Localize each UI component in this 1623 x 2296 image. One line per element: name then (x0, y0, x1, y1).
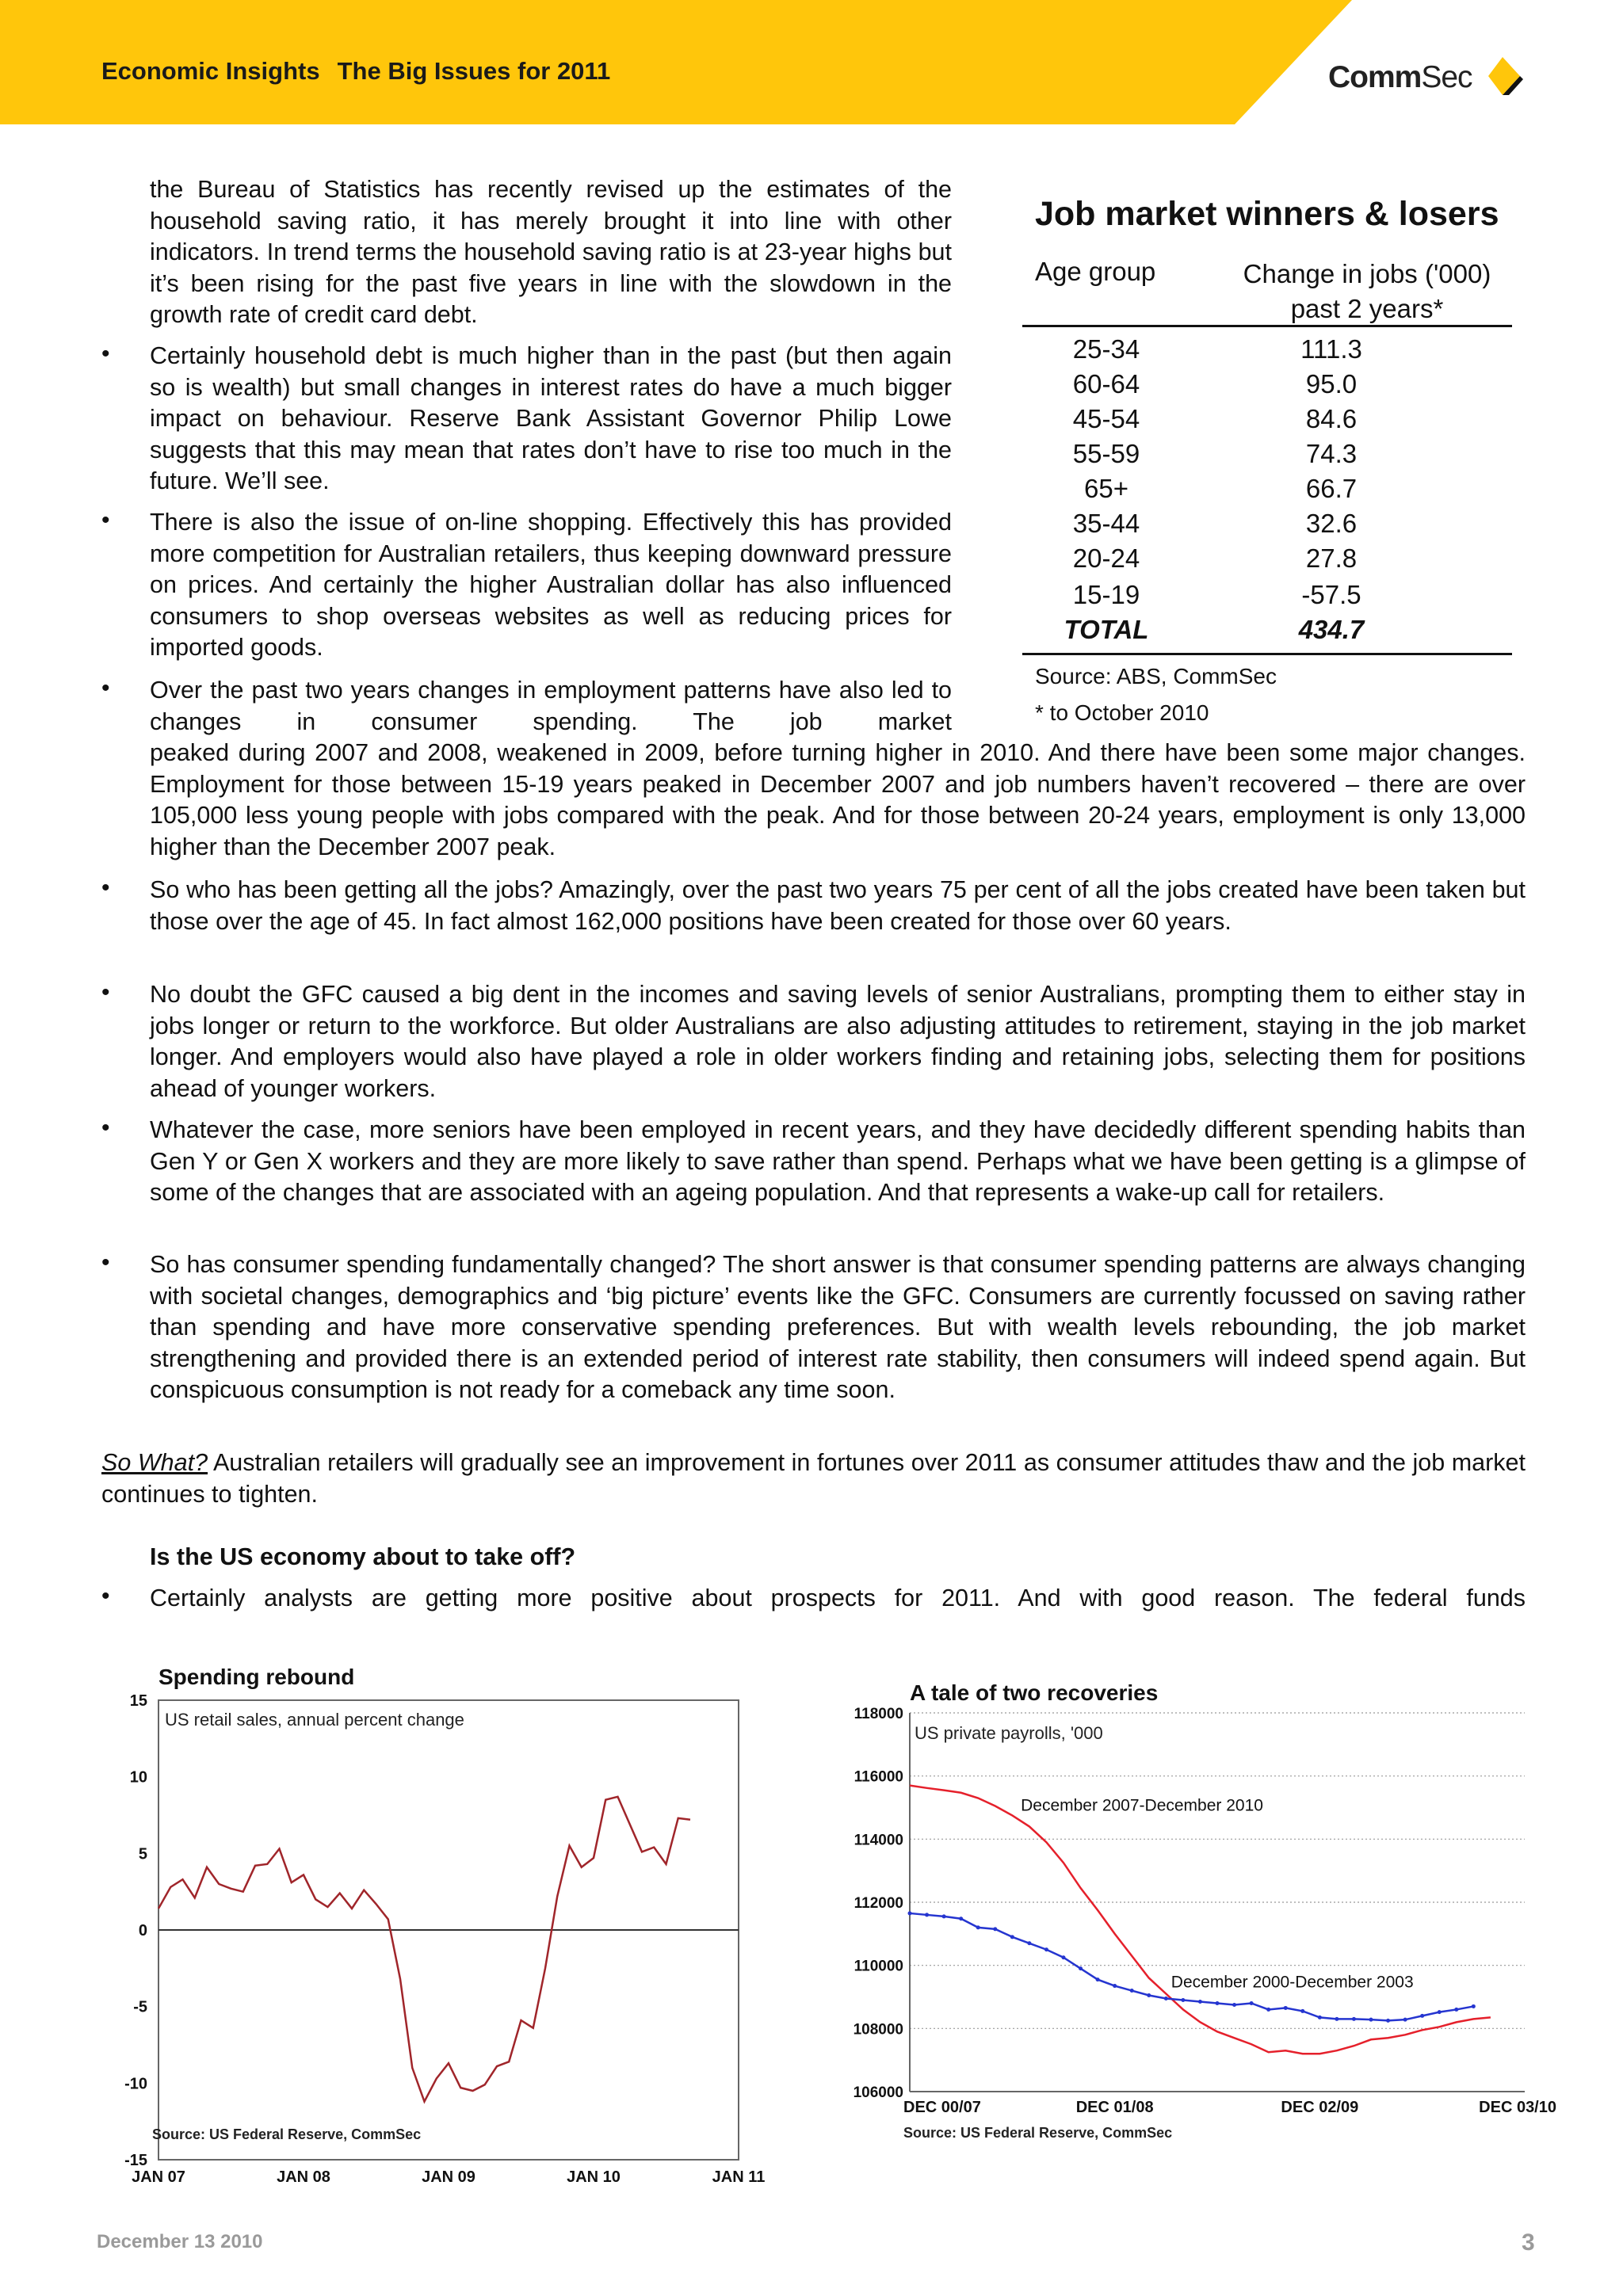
bullet-spending-changed: So has consumer spending fundamentally changed? The short answer is that consumer spending patterns are always changing with societal changes, demographics and ‘big picture’ events like the GFC. Consumers are currently focussed on saving rather than spending and have more conservative spending preferences. But with wealth levels rebounding, the job market strengthening and provided there is an extended period of interest rate stability, then consumers will indeed spend again. But conspicuous consumption is not ready for a comeback any time soon. (150, 1251, 1526, 1404)
chart2-series-point (1027, 1941, 1031, 1945)
chart1-x-tick: JAN 08 (277, 2168, 330, 2186)
chart1-y-tick: 5 (138, 1845, 147, 1863)
table-cell-age: 35-44 (1072, 509, 1140, 538)
bullet-online-shopping: There is also the issue of on-line shopping. Effectively this has provided more competition for Australian retailers, thus keeping downward pressure on prices. And certainly the higher Australian dollar has also influenced consumers to shop overseas websites as well as reducing prices for imported goods. (150, 509, 952, 662)
chart2-series-point (1096, 1978, 1100, 1981)
chart2-series-point (1266, 2008, 1270, 2012)
table-cell-change: 27.8 (1305, 543, 1358, 573)
table-source: Source: ABS, CommSec (1035, 664, 1277, 688)
chart1-y-tick: -15 (124, 2152, 147, 2169)
bullet-us-analysts: Certainly analysts are getting more positive about prospects for 2011. And with good reason. The federal funds (150, 1585, 1526, 1611)
bullet-dot: • (101, 979, 110, 1005)
chart2-series-point (1079, 1966, 1083, 1970)
table-total-label: TOTAL (1064, 615, 1149, 644)
chart2-series-point (1232, 2003, 1236, 2007)
chart1-y-tick: -5 (133, 1998, 147, 2016)
chart2-y-tick: 110000 (854, 1958, 903, 1975)
chart1-source: Source: US Federal Reserve, CommSec (152, 2126, 422, 2142)
table-total-value: 434.7 (1298, 615, 1365, 644)
two-recoveries-chart (832, 1672, 1556, 2147)
chart2-y-tick: 112000 (854, 1895, 903, 1912)
bullet-household-debt: Certainly household debt is much higher than in the past (but then again so is wealth) but small changes in interest rates do have a much bigger impact on behaviour. Reserve Bank Assistant Governor Philip Lowe suggests that this may mean that rates don’t have to rise too much in the future. We’ll see. (150, 342, 952, 495)
table-cell-age: 20-24 (1072, 543, 1140, 573)
chart2-series-point (1198, 2000, 1202, 2004)
chart2-x-tick: DEC 00/07 (903, 2099, 981, 2116)
table-cell-age: 60-64 (1072, 369, 1140, 399)
chart2-series-point (908, 1911, 912, 1915)
table-row (1022, 334, 1512, 369)
table-row (1022, 404, 1512, 439)
table-row (1022, 474, 1512, 509)
bullet-dot: • (101, 675, 110, 701)
chart2-series-point (942, 1914, 946, 1918)
table-cell-change: 66.7 (1305, 474, 1358, 503)
bullet-employment-rest: peaked during 2007 and 2008, weakened in 2009, before turning higher in 2010. And there have been some major changes. Employment for those between 15-19 years peaked in December 2007 and job numbers haven’t recovered – there are over 105,000 less young people with jobs compared with the peak. And for those between 20-24 years, employment is only 13,000 higher than the December 2007 peak. (150, 739, 1526, 860)
logo-diamond-icon (1488, 57, 1523, 95)
chart2-series-line (910, 1786, 1491, 2054)
table-footer-rule (1022, 653, 1512, 655)
bullet-dot: • (101, 507, 110, 533)
chart1-x-tick: JAN 10 (567, 2168, 621, 2186)
table-col-change-line2: past 2 years* (1290, 294, 1444, 323)
bullet-dot: • (101, 1583, 110, 1609)
bullet-dot: • (101, 1249, 110, 1276)
chart2-series-point (1352, 2017, 1356, 2021)
chart2-x-tick: DEC 01/08 (1075, 2099, 1154, 2116)
table-cell-age: 15-19 (1072, 580, 1140, 609)
table-row (1022, 580, 1512, 615)
table-cell-age: 65+ (1084, 474, 1128, 503)
table-header-rule (1022, 325, 1512, 327)
chart1-y-tick: -10 (124, 2075, 147, 2093)
chart1-y-tick: 0 (138, 1922, 147, 1939)
footer-date: December 13 2010 (97, 2231, 263, 2252)
chart2-y-tick: 118000 (854, 1706, 903, 1722)
chart2-y-tick: 108000 (853, 2021, 903, 2039)
page-header (0, 0, 1623, 124)
bullet-gfc-dent: No doubt the GFC caused a big dent in the incomes and saving levels of senior Australians, prompting them to either stay in jobs longer or return to the workforce. But older Australians are also adjusting attitudes to retirement, staying in the job market longer. And employers would also have played a role in older workers finding and retaining jobs, selecting them for positions ahead of younger workers. (150, 981, 1526, 1102)
page-number: 3 (1522, 2229, 1535, 2256)
chart2-series-point (1113, 1984, 1117, 1988)
chart2-title: A tale of two recoveries (910, 1680, 1159, 1705)
bullet-seniors: Whatever the case, more seniors have been employed in recent years, and they have decidedly different spending habits than Gen Y or Gen X workers and they are more likely to save rather than spend. Perhaps what we have been getting is a glimpse of some of the changes that are associated with an ageing population. And that represents a wake-up call for retailers. (150, 1116, 1526, 1207)
table-cell-change: 111.3 (1300, 334, 1362, 364)
table-cell-age: 45-54 (1072, 404, 1140, 433)
chart2-series-point (1130, 1989, 1134, 1993)
chart1-series-line (158, 1797, 690, 2102)
chart2-series-point (1062, 1955, 1066, 1959)
chart2-y-tick: 114000 (854, 1832, 903, 1849)
so-what-label: So What? (101, 1449, 208, 1476)
header-title (101, 57, 610, 86)
bullet-who-got-jobs: So who has been getting all the jobs? Amazingly, over the past two years 75 per cent of all the jobs created have been taken but those over the age of 45. In fact almost 162,000 positions have been created for those over 60 years. (150, 876, 1526, 935)
logo-bold: Comm (1328, 60, 1422, 94)
table-title: Job market winners & losers (1035, 195, 1499, 233)
chart2-series-point (1216, 2001, 1220, 2005)
logo-regular: Sec (1421, 60, 1472, 94)
chart2-series-point (1164, 1997, 1168, 2000)
table-col-change (1222, 257, 1512, 326)
chart2-y-tick: 106000 (853, 2084, 903, 2101)
so-what-text: Australian retailers will gradually see an improvement in fortunes over 2011 as consumer attitudes thaw and the job market continues to tighten. (101, 1449, 1526, 1508)
chart2-series-point (976, 1925, 980, 1929)
chart1-x-tick: JAN 07 (132, 2168, 185, 2186)
chart2-series-point (1010, 1935, 1014, 1939)
table-row (1022, 509, 1512, 543)
chart2-source: Source: US Federal Reserve, CommSec (903, 2125, 1173, 2141)
chart2-series-point (1318, 2016, 1322, 2019)
chart2-x-tick: DEC 02/09 (1281, 2099, 1359, 2116)
chart1-title: Spending rebound (158, 1665, 355, 1689)
chart2-series-label: December 2000-December 2003 (1170, 1973, 1414, 1992)
table-cell-change: 84.6 (1305, 404, 1358, 433)
table-col-age: Age group (1035, 257, 1156, 286)
table-cell-age: 25-34 (1072, 334, 1140, 364)
commsec-logo (1328, 60, 1472, 95)
table-cell-change: 95.0 (1305, 369, 1358, 399)
chart1-x-tick: JAN 09 (422, 2168, 475, 2186)
chart2-series-point (1386, 2019, 1390, 2023)
chart2-series-point (925, 1913, 929, 1917)
table-col-change-line1: Change in jobs ('000) (1243, 259, 1491, 288)
table-note: * to October 2010 (1035, 700, 1209, 725)
chart2-series-point (1300, 2009, 1304, 2013)
chart2-series-point (1335, 2017, 1338, 2021)
chart2-series-point (1181, 1998, 1185, 2002)
table-cell-age: 55-59 (1072, 439, 1140, 468)
table-cell-change: -57.5 (1301, 580, 1361, 609)
table-row (1022, 369, 1512, 404)
header-section: Economic Insights (101, 57, 320, 85)
bullet-dot: • (101, 1115, 110, 1141)
chart2-subtitle: US private payrolls, '000 (915, 1723, 1103, 1743)
chart2-series-point (1420, 2014, 1424, 2018)
chart1-subtitle: US retail sales, annual percent change (165, 1710, 464, 1730)
header-doc-title: The Big Issues for 2011 (337, 57, 611, 85)
table-cell-change: 32.6 (1305, 509, 1358, 538)
chart2-series-point (1454, 2008, 1458, 2012)
chart1-y-tick: 15 (129, 1692, 147, 1710)
table-total-row (1022, 615, 1512, 650)
chart2-series-label: December 2007-December 2010 (1021, 1796, 1263, 1815)
chart2-series-point (1438, 2010, 1442, 2014)
chart2-series-point (1250, 2001, 1254, 2005)
table-row (1022, 543, 1512, 578)
table-cell-change: 74.3 (1305, 439, 1358, 468)
chart2-series-point (1284, 2006, 1288, 2010)
bullet-employment-lead: Over the past two years changes in employment patterns have also led to changes in consumer spending. The job market (150, 677, 952, 735)
chart1-y-tick: 10 (129, 1768, 147, 1787)
chart2-series-point (1044, 1947, 1048, 1951)
chart2-series-point (1147, 1993, 1151, 1997)
chart2-series-point (1403, 2018, 1407, 2022)
chart1-x-tick: JAN 11 (712, 2168, 766, 2186)
chart2-series-point (959, 1917, 963, 1920)
bullet-dot: • (101, 875, 110, 901)
table-row (1022, 439, 1512, 474)
paragraph-continued: the Bureau of Statistics has recently revised up the estimates of the household saving ratio, it has merely brought it into line with other indicators. In trend terms the household saving ratio is at 23-year highs but it’s been rising for the past five years in line with the slowdown in the growth rate of credit card debt. (150, 176, 952, 329)
spending-rebound-chart (95, 1657, 777, 2186)
chart2-y-tick: 116000 (854, 1768, 903, 1786)
chart2-series-point (1369, 2018, 1373, 2022)
chart2-x-tick: DEC 03/10 (1479, 2099, 1556, 2116)
bullet-dot: • (101, 341, 110, 367)
so-what-paragraph (101, 1447, 1526, 1510)
chart2-series-point (993, 1927, 997, 1931)
section-heading: Is the US economy about to take off? (150, 1543, 576, 1570)
chart2-series-point (1472, 2004, 1476, 2008)
